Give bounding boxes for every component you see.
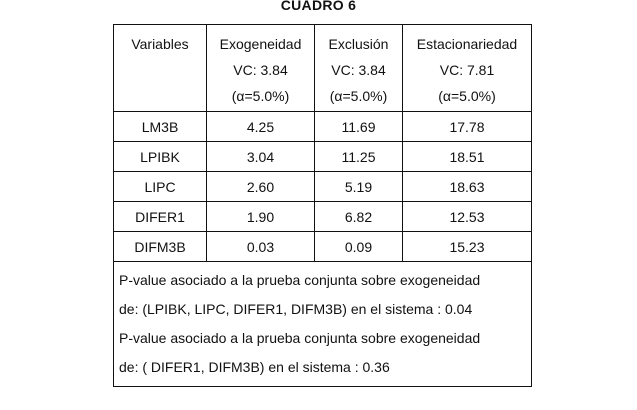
- cell-value: 1.90: [207, 202, 315, 232]
- row-variable: LPIBK: [114, 142, 207, 172]
- cell-value: 5.19: [315, 172, 403, 202]
- cell-value: 18.51: [403, 142, 532, 172]
- cell-value: 0.09: [315, 232, 403, 262]
- table-row: [114, 172, 532, 202]
- notes-cell: [114, 262, 532, 387]
- column-alpha: (α=5.0%): [231, 88, 290, 104]
- note-line: de: ( DIFER1, DIFM3B) en el sistema : 0.36: [119, 359, 390, 375]
- column-critical-value: VC: 7.81: [439, 62, 495, 78]
- note-line: P-value asociado a la prueba conjunta sobre exogeneidad: [119, 330, 481, 346]
- notes-row: [114, 262, 532, 387]
- column-name: Exogeneidad: [219, 36, 302, 52]
- column-name: Exclusión: [328, 36, 389, 52]
- cell-value: 12.53: [403, 202, 532, 232]
- note-line: de: (LPIBK, LIPC, DIFER1, DIFM3B) en el sistema : 0.04: [119, 301, 473, 317]
- row-variable: DIFER1: [114, 202, 207, 232]
- cell-value: 11.25: [315, 142, 403, 172]
- row-variable: DIFM3B: [114, 232, 207, 262]
- header-row: [114, 25, 532, 112]
- column-alpha: (α=5.0%): [329, 88, 388, 104]
- row-variable: LIPC: [114, 172, 207, 202]
- cell-value: 18.63: [403, 172, 532, 202]
- cell-value: 6.82: [315, 202, 403, 232]
- table-row: [114, 112, 532, 142]
- column-alpha: (α=5.0%): [438, 88, 496, 104]
- cell-value: 0.03: [207, 232, 315, 262]
- table-row: [114, 202, 532, 232]
- cell-value: 3.04: [207, 142, 315, 172]
- header-variables: Variables: [114, 25, 207, 112]
- note-line: P-value asociado a la prueba conjunta sobre exogeneidad: [119, 272, 481, 288]
- cell-value: 17.78: [403, 112, 532, 142]
- header-exclusion: [315, 25, 403, 112]
- column-critical-value: VC: 3.84: [233, 62, 288, 78]
- cell-value: 4.25: [207, 112, 315, 142]
- header-estacionariedad: [403, 25, 532, 112]
- cell-value: 15.23: [403, 232, 532, 262]
- table-title: CUADRO 6: [280, 0, 357, 13]
- column-name: Estacionariedad: [416, 36, 518, 52]
- results-table: [113, 24, 532, 387]
- table-row: [114, 232, 532, 262]
- table-row: [114, 142, 532, 172]
- header-exogeneidad: [207, 25, 315, 112]
- column-critical-value: VC: 3.84: [331, 62, 386, 78]
- cell-value: 11.69: [315, 112, 403, 142]
- cell-value: 2.60: [207, 172, 315, 202]
- row-variable: LM3B: [114, 112, 207, 142]
